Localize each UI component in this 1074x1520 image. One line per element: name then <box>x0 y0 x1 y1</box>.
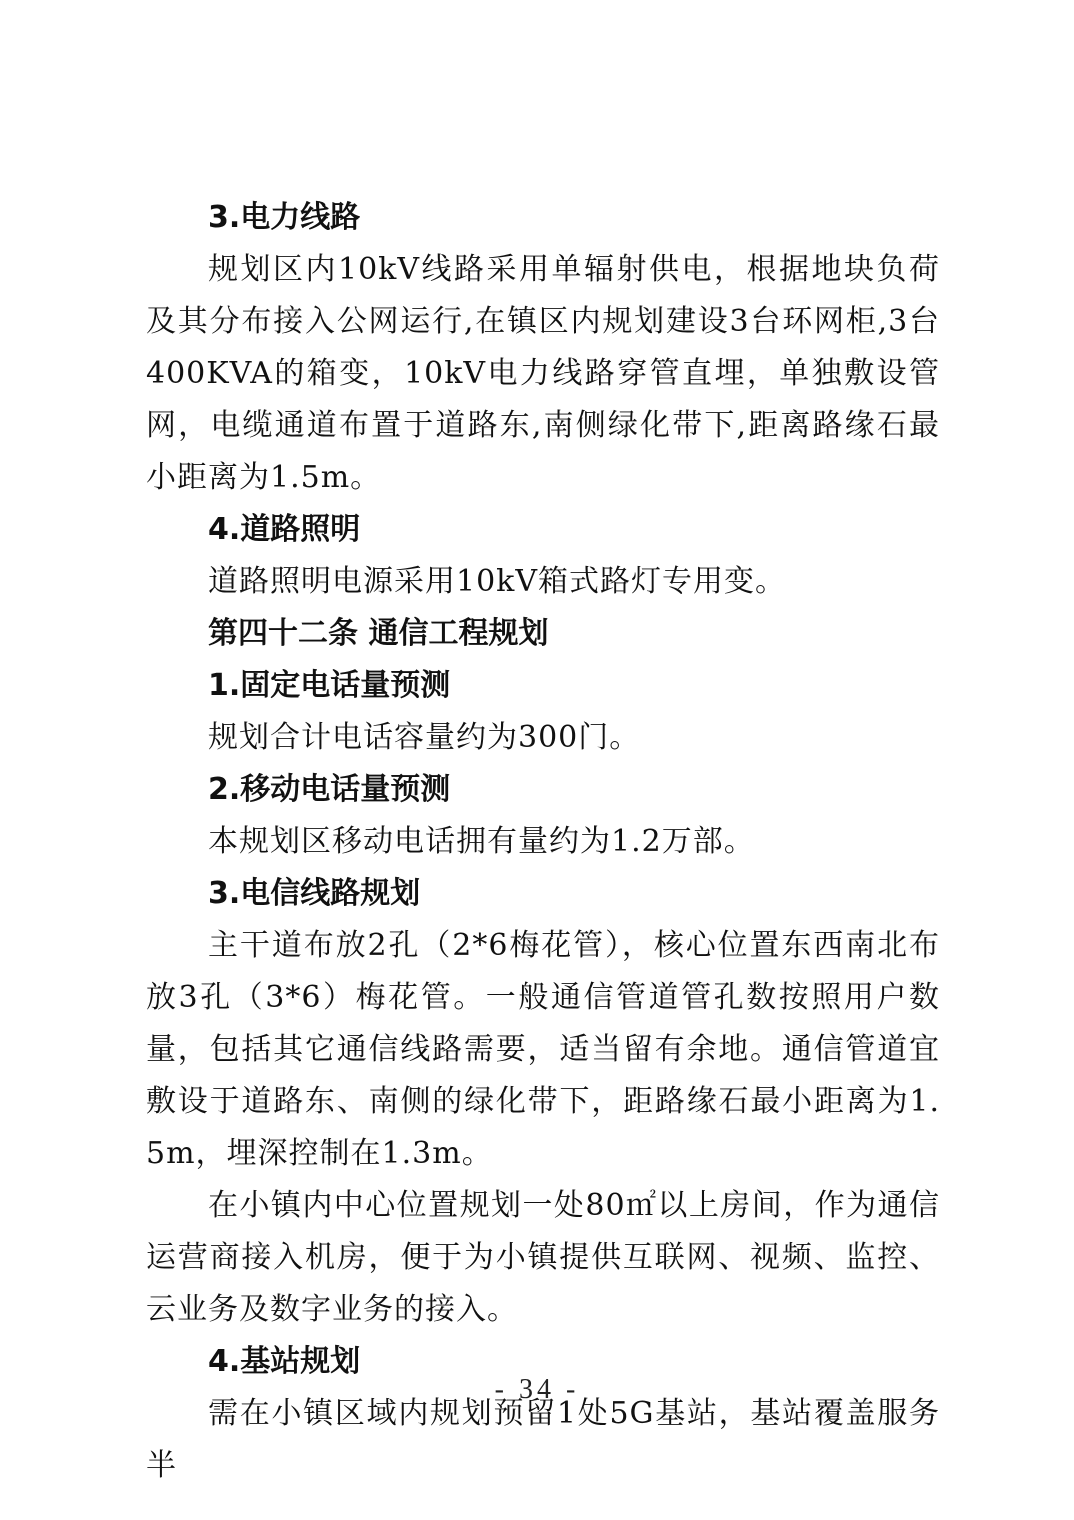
article-title: 第四十二条 通信工程规划 <box>208 616 549 651</box>
section-heading-mobile-phone: 2.移动电话量预测 <box>208 772 451 807</box>
section-heading-telecom-lines: 3.电信线路规划 <box>208 876 421 911</box>
section-heading-power-lines: 3.电力线路 <box>208 200 361 235</box>
section-heading-fixed-phone: 1.固定电话量预测 <box>208 668 451 703</box>
paragraph-telecom-lines-1: 主干道布放2孔（2*6梅花管），核心位置东西南北布放3孔（3*6）梅花管。一般通信管道管孔数按照用户数量，包括其它通信线路需要，适当留有余地。通信管道宜敷设于道路东、南侧的绿化带下，距路缘石最小距离为1.5m，埋深控制在1.3m。 <box>146 928 940 1171</box>
paragraph-road-lighting: 道路照明电源采用10kV箱式路灯专用变。 <box>208 564 787 599</box>
paragraph-mobile-phone: 本规划区移动电话拥有量约为1.2万部。 <box>208 824 755 859</box>
paragraph-fixed-phone: 规划合计电话容量约为300门。 <box>208 720 641 755</box>
page-number: - 34 - <box>494 1374 580 1405</box>
paragraph-base-station: 需在小镇区域内规划预留1处5G基站，基站覆盖服务半 <box>146 1396 940 1483</box>
section-heading-road-lighting: 4.道路照明 <box>208 512 361 547</box>
paragraph-telecom-lines-2: 在小镇内中心位置规划一处80㎡以上房间，作为通信运营商接入机房，便于为小镇提供互联网、视频、监控、云业务及数字业务的接入。 <box>146 1188 940 1327</box>
section-heading-base-station: 4.基站规划 <box>208 1344 361 1379</box>
paragraph-power-lines: 规划区内10kV线路采用单辐射供电，根据地块负荷及其分布接入公网运行,在镇区内规划建设3台环网柜,3台400KVA的箱变，10kV电力线路穿管直埋，单独敷设管网，电缆通道布置于道路东,南侧绿化带下,距离路缘石最小距离为1.5m。 <box>146 252 940 495</box>
page-body <box>146 192 940 1492</box>
